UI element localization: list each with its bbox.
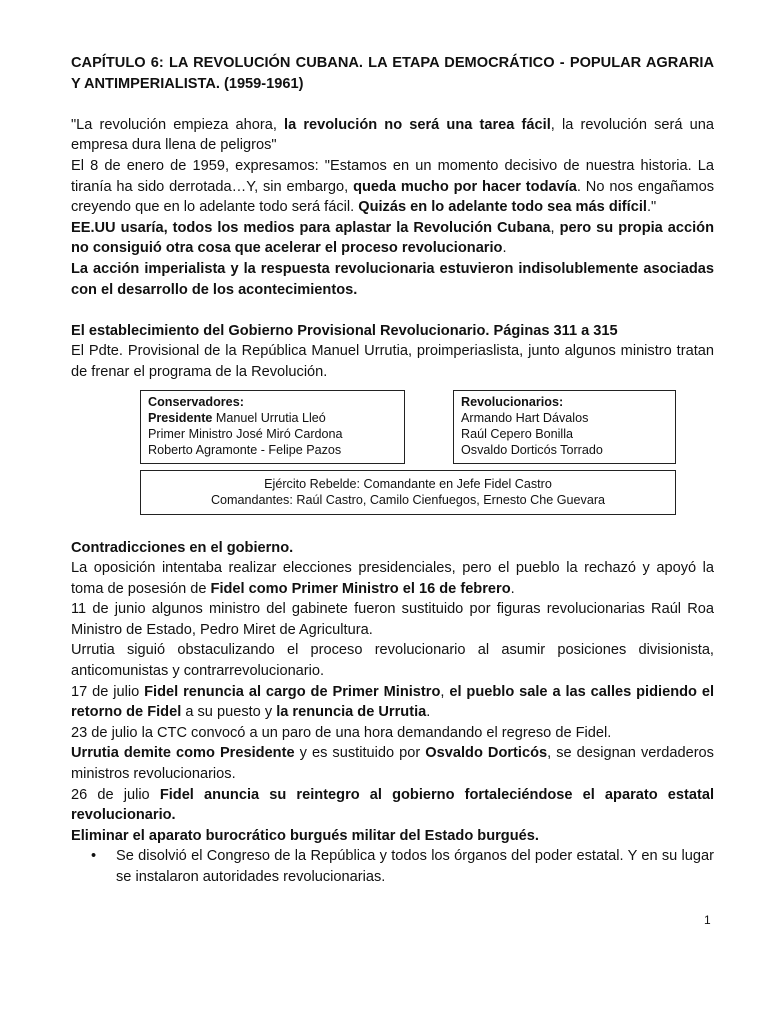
bullet-list: [71, 846, 714, 887]
section-heading-gobierno-provisional: El establecimiento del Gobierno Provisional Revolucionario. Páginas 311 a 315: [71, 322, 618, 339]
document-page: [71, 53, 714, 888]
intro-quote-1: "La revolución empieza ahora, la revolución no será una tarea fácil, la revolución será una empresa dura llena de peligros": [71, 116, 715, 154]
paragraph-23-julio: 23 de julio la CTC convocó a un paro de una hora demandando el regreso de Fidel.: [71, 724, 612, 741]
conservadores-box: [140, 390, 405, 464]
conservadores-president: Presidente Manuel Urrutia Lleó: [148, 410, 326, 425]
list-item: • Se disolvió el Congreso de la República y todos los órganos del poder estatal. Y en su lugar se instalaron autoridades revolucionarias.: [91, 848, 714, 885]
revolucionarios-member-2: Raúl Cepero Bonilla: [461, 427, 574, 442]
government-boxes: [71, 390, 714, 466]
bullet-icon: •: [91, 848, 97, 865]
revolucionarios-member-3: Osvaldo Dorticós Torrado: [461, 443, 603, 458]
paragraph-oposicion: La oposición intentaba realizar elecciones presidenciales, pero el pueblo la rechazó y apoyó la toma de posesión de Fidel como Primer Ministro el 16 de febrero.: [71, 560, 714, 597]
paragraph-urrutia-obstaculizando: Urrutia siguió obstaculizando el proceso revolucionario al asumir posiciones divisionista, anticomunistas y contrarrevolucionario.: [71, 642, 714, 680]
paragraph-17-julio: 17 de julio Fidel renuncia al cargo de Primer Ministro, el pueblo sale a las calles pidiendo el retorno de Fidel a su puesto y la renuncia de Urrutia.: [71, 683, 715, 721]
intro-paragraph-imperialist: La acción imperialista y la respuesta revolucionaria estuvieron indisolublemente asociadas con el desarrollo de los acontecimientos.: [71, 260, 714, 298]
ejercito-rebelde-box: [140, 470, 676, 515]
revolucionarios-member-1: Armando Hart Dávalos: [461, 410, 589, 425]
ejercito-commanders: Comandantes: Raúl Castro, Camilo Cienfuegos, Ernesto Che Guevara: [210, 492, 606, 507]
paragraph-26-julio: 26 de julio Fidel anuncia su reintegro al gobierno fortaleciéndose el aparato estatal revolucionario.: [71, 786, 715, 824]
paragraph-urrutia-dimite: Urrutia demite como Presidente y es sustituido por Osvaldo Dorticós, se designan verdaderos ministros revolucionarios.: [71, 745, 714, 783]
section-text-urrutia: El Pdte. Provisional de la República Manuel Urrutia, proimperiaslista, junto algunos ministro tratan de frenar el programa de la Revolución.: [71, 343, 714, 380]
section-heading-contradicciones: Contradicciones en el gobierno.: [71, 539, 294, 556]
paragraph-eliminar-aparato: Eliminar el aparato burocrático burgués militar del Estado burgués.: [71, 827, 539, 844]
page-number: 1: [704, 913, 711, 927]
paragraph-11-junio: 11 de junio algunos ministro del gabinete fueron sustituido por figuras revolucionarias Raúl Roa Ministro de Estado, Pedro Miret de Agricultura.: [71, 601, 714, 638]
conservadores-others: Roberto Agramonte - Felipe Pazos: [148, 443, 342, 458]
intro-paragraph-usa: EE.UU usaría, todos los medios para aplastar la Revolución Cubana, pero su propia acción no consiguió otra cosa que acelerar el proceso revolucionario.: [71, 219, 715, 257]
chapter-title: CAPÍTULO 6: LA REVOLUCIÓN CUBANA. LA ETAPA DEMOCRÁTICO - POPULAR AGRARIA Y ANTIMPERIALISTA. (1959-1961): [71, 55, 714, 92]
conservadores-prime-minister: Primer Ministro José Miró Cardona: [148, 427, 343, 442]
intro-quote-2: El 8 de enero de 1959, expresamos: "Estamos en un momento decisivo de nuestra historia. La tiranía ha sido derrotada…Y, sin embargo, queda mucho por hacer todavía. No nos engañamos creyendo que en lo adelante todo será fácil. Quizás en lo adelante todo sea más difícil.": [71, 157, 714, 216]
revolucionarios-heading: Revolucionarios:: [461, 394, 564, 409]
conservadores-heading: Conservadores:: [148, 394, 244, 409]
revolucionarios-box: [453, 390, 676, 464]
ejercito-commander-in-chief: Ejército Rebelde: Comandante en Jefe Fidel Castro: [264, 476, 552, 491]
